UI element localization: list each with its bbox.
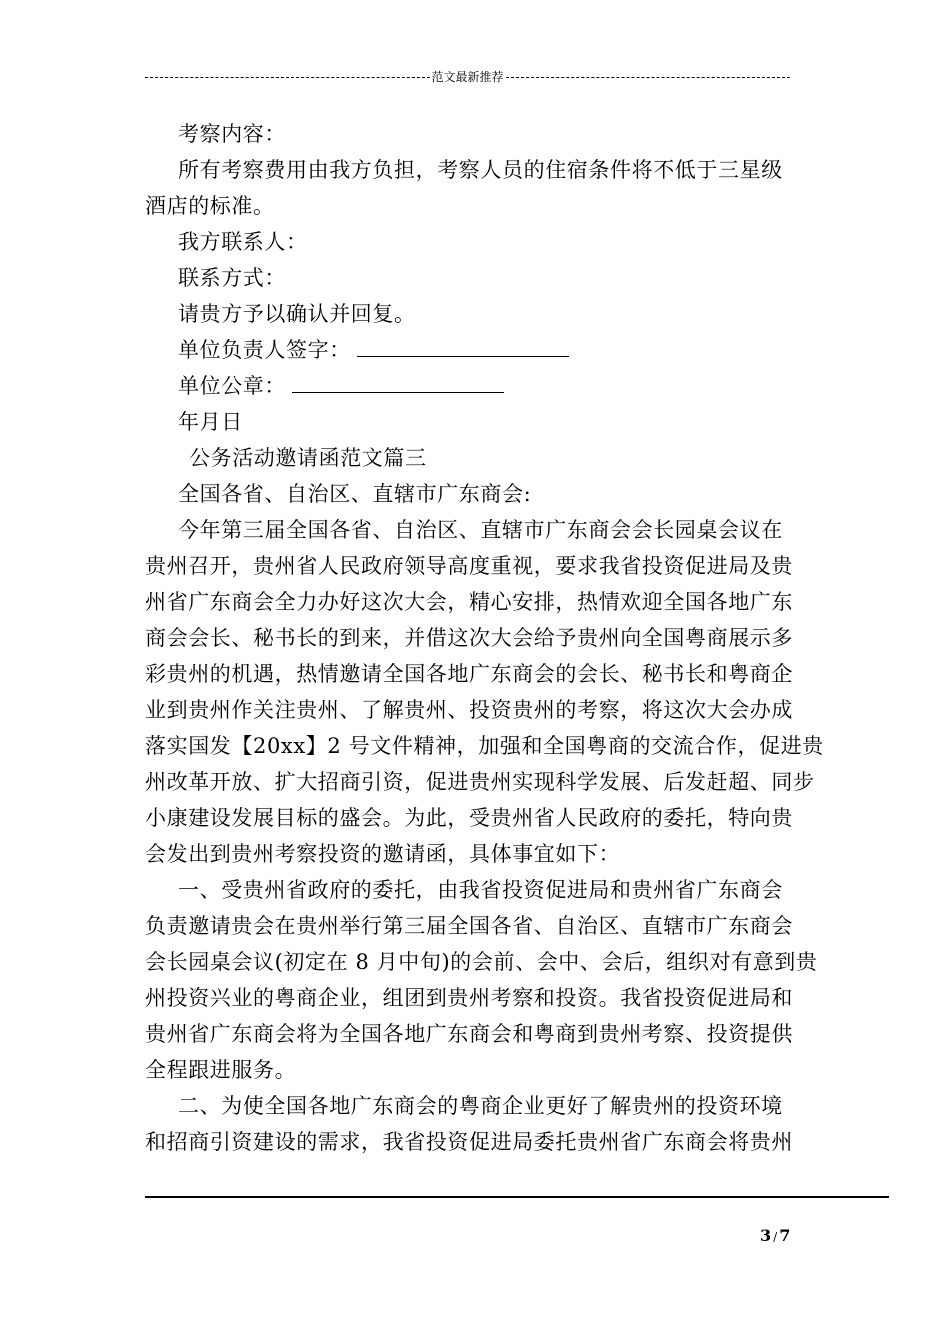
- body-line: 贵州召开，贵州省人民政府领导高度重视，要求我省投资促进局及贵: [145, 554, 793, 578]
- body-line: 业到贵州作关注贵州、了解贵州、投资贵州的考察，将这次大会办成: [145, 698, 793, 722]
- salutation: 全国各省、自治区、直辖市广东商会:: [178, 482, 532, 506]
- body-line: 请贵方予以确认并回复。: [178, 302, 416, 326]
- body-line: 彩贵州的机遇，热情邀请全国各地广东商会的会长、秘书长和粤商企: [145, 662, 793, 686]
- body-line: 商会会长、秘书长的到来，并借这次大会给予贵州向全国粤商展示多: [145, 626, 793, 650]
- body-line: 会发出到贵州考察投资的邀请函，具体事宜如下：: [145, 842, 621, 866]
- date-line: 年月日: [178, 410, 243, 434]
- signature-line: [145, 332, 811, 368]
- header-dash-right: [506, 77, 791, 78]
- page-total: 7: [779, 1226, 791, 1245]
- seal-blank: [292, 368, 504, 393]
- page-separator: /: [773, 1230, 778, 1244]
- body-line: 负责邀请贵会在贵州举行第三届全国各省、自治区、直辖市广东商会: [145, 914, 793, 938]
- body-line: 州投资兴业的粤商企业，组团到贵州考察和投资。我省投资促进局和: [145, 986, 793, 1010]
- header-dash-left: [145, 77, 430, 78]
- body-line: 贵州省广东商会将为全国各地广东商会和粤商到贵州考察、投资提供: [145, 1022, 793, 1046]
- page-header: [145, 68, 790, 86]
- body-line: 全程跟进服务。: [145, 1058, 297, 1082]
- body-line: 落实国发【20xx】2 号文件精神，加强和全国粤商的交流合作，促进贵: [145, 734, 824, 758]
- body-line: 州省广东商会全力办好这次大会，精心安排，热情欢迎全国各地广东: [145, 590, 793, 614]
- body-line: 小康建设发展目标的盛会。为此，受贵州省人民政府的委托，特向贵: [145, 806, 793, 830]
- body-line: 我方联系人：: [178, 230, 308, 254]
- signature-blank: [357, 332, 569, 357]
- body-line: 二、为使全国各地广东商会的粤商企业更好了解贵州的投资环境: [178, 1094, 783, 1118]
- body-line: 所有考察费用由我方负担，考察人员的住宿条件将不低于三星级: [178, 158, 783, 182]
- seal-label: 单位公章：: [178, 374, 286, 398]
- body-line: 考察内容：: [178, 122, 286, 146]
- body-line: 今年第三届全国各省、自治区、直辖市广东商会会长园桌会议在: [178, 518, 783, 542]
- section-title: 公务活动邀请函范文篇三: [189, 446, 427, 470]
- page-current: 3: [760, 1226, 772, 1245]
- body-line: 和招商引资建设的需求，我省投资促进局委托贵州省广东商会将贵州: [145, 1130, 793, 1154]
- signature-label: 单位负责人签字：: [178, 338, 351, 362]
- body-line: 联系方式：: [178, 266, 286, 290]
- header-title: 范文最新推荐: [431, 70, 504, 84]
- body-line: 酒店的标准。: [145, 194, 275, 218]
- document-body: [145, 116, 824, 1160]
- body-line: 一、受贵州省政府的委托，由我省投资促进局和贵州省广东商会: [178, 878, 783, 902]
- seal-line: [145, 368, 811, 404]
- body-line: 州改革开放、扩大招商引资，促进贵州实现科学发展、后发赶超、同步: [145, 770, 815, 794]
- body-line: 会长园桌会议(初定在 8 月中旬)的会前、会中、会后，组织对有意到贵: [145, 950, 818, 974]
- page-number: [760, 1226, 790, 1245]
- footer-divider: [145, 1196, 889, 1198]
